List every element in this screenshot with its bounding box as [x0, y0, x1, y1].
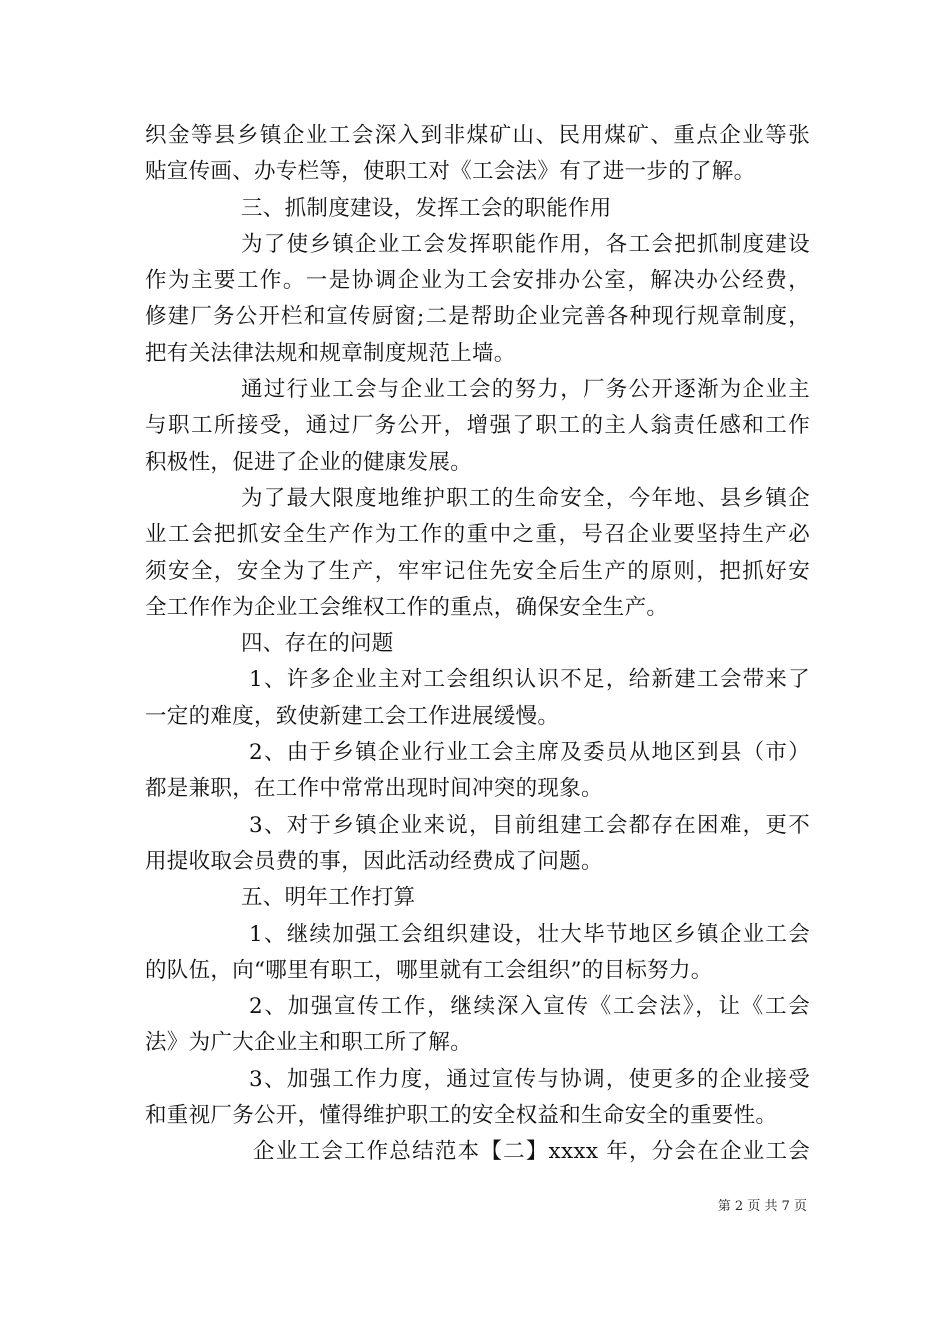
text-line: 织金等县乡镇企业工会深入到非煤矿山、民用煤矿、重点企业等张: [145, 123, 810, 148]
text-line: 一定的难度，致使新建工会工作进展缓慢。: [145, 703, 560, 729]
text-line: 都是兼职，在工作中常常出现时间冲突的现象。: [145, 776, 603, 802]
text-line: 2、由于乡镇企业行业工会主席及委员从地区到县（市）: [249, 740, 810, 766]
text-line: 2、加强宣传工作，继续深入宣传《工会法》，让《工会: [249, 994, 810, 1020]
text-line: 企业工会工作总结范本【二】xxxx 年，分会在企业工会: [253, 1139, 810, 1165]
text-line: 1、继续加强工会组织建设，壮大毕节地区乡镇企业工会: [249, 921, 810, 947]
text-line: 把有关法律法规和规章制度规范上墙。: [145, 340, 516, 366]
text-line: 与职工所接受，通过厂务公开，增强了职工的主人翁责任感和工作: [145, 413, 810, 439]
text-line: 作为主要工作。一是协调企业为工会安排办公室，解决办公经费，: [145, 268, 810, 294]
page-number: 第 2 页 共 7 页: [717, 1199, 807, 1214]
text-line: 用提收取会员费的事，因此活动经费成了问题。: [145, 848, 603, 874]
section-heading: 四、存在的问题: [241, 631, 394, 657]
document-body: [145, 118, 810, 1171]
text-line: 通过行业工会与企业工会的努力，厂务公开逐渐为企业主: [241, 377, 810, 403]
text-line: 业工会把抓安全生产作为工作的重中之重，号召企业要坚持生产必: [145, 522, 810, 548]
text-line: 贴宣传画、办专栏等，使职工对《工会法》有了进一步的了解。: [145, 159, 756, 185]
text-line: 1、许多企业主对工会组织认识不足，给新建工会带来了: [249, 667, 810, 693]
text-line: 积极性，促进了企业的健康发展。: [145, 449, 473, 475]
text-line: 法》为广大企业主和职工所了解。: [145, 1030, 473, 1056]
text-line: 修建厂务公开栏和宣传厨窗;二是帮助企业完善各种现行规章制度，: [145, 304, 810, 330]
text-line: 全工作作为企业工会维权工作的重点，确保安全生产。: [145, 594, 669, 620]
text-line: 3、加强工作力度，通过宣传与协调，使更多的企业接受: [249, 1066, 810, 1092]
text-line: 3、对于乡镇企业来说，目前组建工会都存在困难，更不: [249, 812, 810, 838]
text-line: 的队伍，向“哪里有职工，哪里就有工会组织”的目标努力。: [145, 957, 713, 983]
text-line: 和重视厂务公开，懂得维护职工的安全权益和生命安全的重要性。: [145, 1103, 778, 1129]
text-line: 为了使乡镇企业工会发挥职能作用，各工会把抓制度建设: [241, 231, 810, 257]
text-line: 为了最大限度地维护职工的生命安全，今年地、县乡镇企: [241, 485, 810, 511]
text-line: 须安全，安全为了生产，牢牢记住先安全后生产的原则，把抓好安: [145, 558, 810, 584]
section-heading: 五、明年工作打算: [241, 885, 416, 911]
section-heading: 三、抓制度建设，发挥工会的职能作用: [241, 195, 612, 221]
